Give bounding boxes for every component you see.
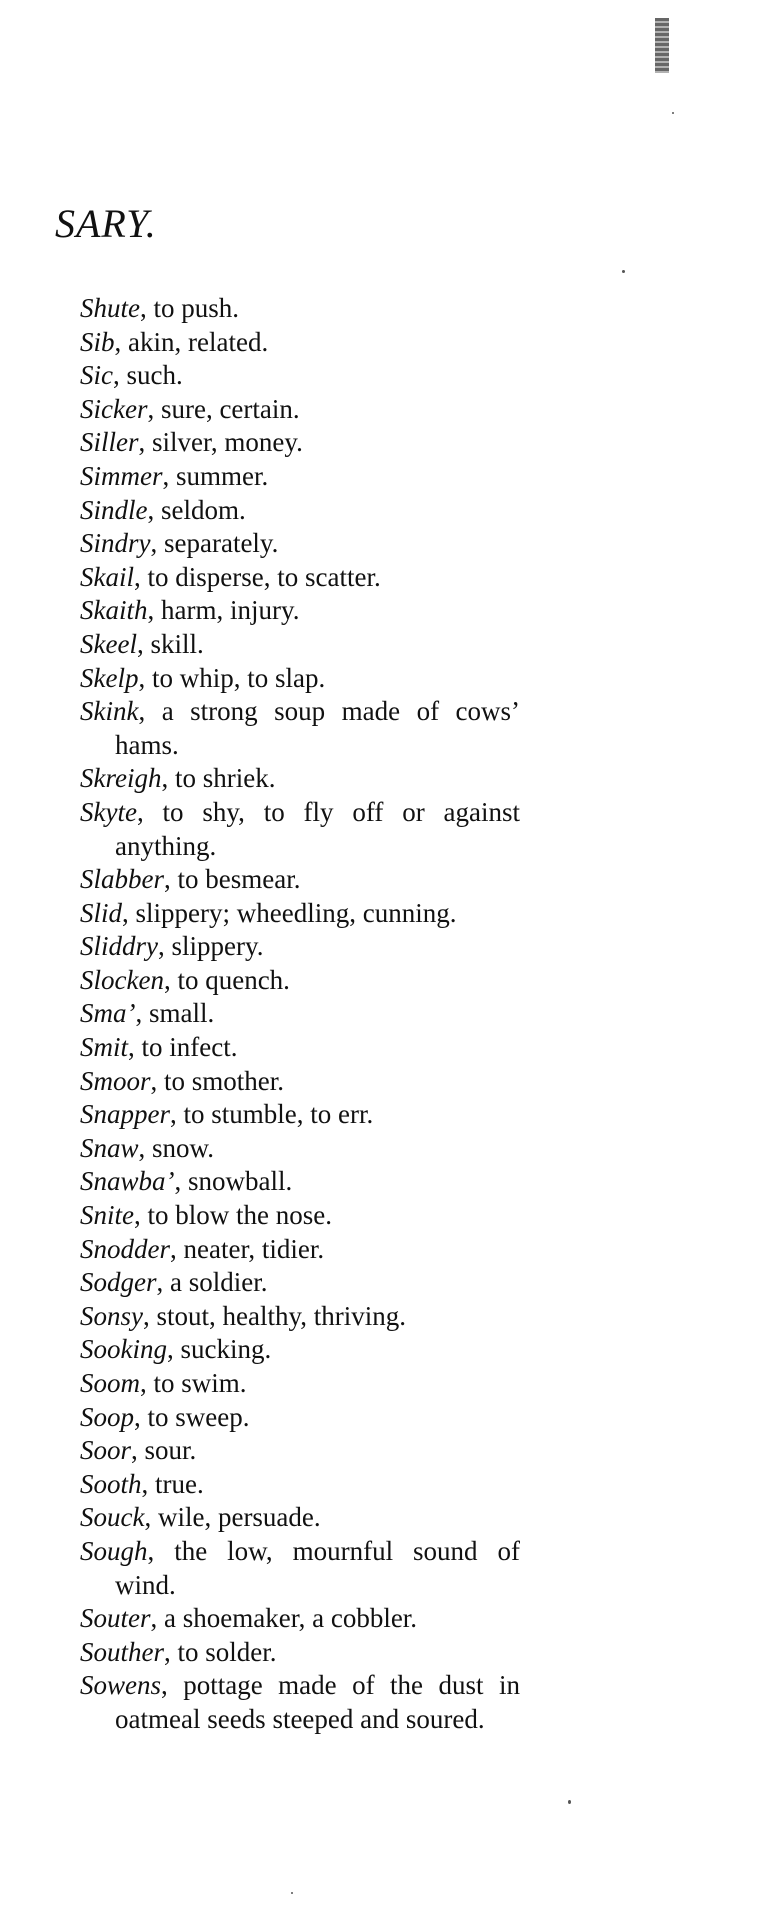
glossary-entry: Shute, to push.	[80, 293, 240, 323]
definition: to infect.	[141, 1032, 238, 1063]
headword: Sowens	[80, 1670, 161, 1701]
headword: Snapper	[80, 1099, 170, 1130]
headword: Sindle	[80, 494, 148, 525]
definition: such.	[126, 360, 183, 391]
headword: Snawba’	[80, 1166, 175, 1197]
glossary-entries	[80, 292, 520, 1737]
glossary-entry: Sough, the low, mournful sound of wind.	[80, 1535, 521, 1600]
headword: Sma’	[80, 998, 136, 1029]
glossary-entry: Smit, to infect.	[80, 1032, 238, 1063]
definition: to quench.	[177, 964, 290, 995]
headword: Skyte	[80, 796, 137, 827]
glossary-entry: Sicker, sure, certain.	[80, 393, 300, 424]
page-heading: SARY.	[55, 201, 157, 246]
headword: Soom	[80, 1368, 140, 1398]
definition: to sweep.	[147, 1401, 250, 1432]
definition: snow.	[152, 1132, 215, 1163]
definition: skill.	[150, 628, 204, 659]
glossary-entry: Skaith, harm, injury.	[80, 595, 300, 626]
glossary-entry: Snodder, neater, tidier.	[80, 1233, 325, 1264]
definition: sucking.	[180, 1334, 272, 1365]
definition: harm, injury.	[161, 595, 300, 626]
glossary-entry: Sonsy, stout, healthy, thriving.	[80, 1300, 406, 1331]
headword: Siller	[80, 427, 139, 458]
definition: to blow the nose.	[147, 1200, 332, 1231]
headword: Sonsy	[80, 1300, 143, 1331]
headword: Snaw	[80, 1132, 139, 1163]
definition: pottage made of the dust in oatmeal seeds steeped and soured.	[115, 1670, 520, 1734]
headword: Soop	[80, 1401, 134, 1432]
headword: Souther	[80, 1636, 164, 1667]
headword: Slid	[80, 897, 123, 928]
headword: Sodger	[80, 1267, 157, 1298]
headword: Sliddry	[80, 931, 158, 962]
definition: silver, money.	[152, 427, 303, 458]
speck	[622, 270, 625, 273]
glossary-entry: Smoor, to smother.	[80, 1065, 285, 1096]
definition: to besmear.	[177, 864, 301, 895]
definition: wile, persuade.	[157, 1502, 321, 1533]
headword: Skaith	[80, 595, 148, 626]
definition: seldom.	[161, 494, 246, 525]
glossary-entry: Snapper, to stumble, to err.	[80, 1099, 374, 1130]
glossary-entry: Sooking, sucking.	[80, 1334, 272, 1365]
glossary-entry: Sindry, separately.	[80, 528, 279, 559]
definition: to shriek.	[174, 763, 276, 794]
glossary-entry: Slabber, to besmear.	[80, 864, 301, 895]
glossary-entry: Sodger, a soldier.	[80, 1267, 268, 1298]
definition: small.	[149, 998, 215, 1029]
glossary-entry: Soop, to sweep.	[80, 1401, 250, 1432]
definition: a shoemaker, a cobbler.	[164, 1603, 418, 1634]
definition: a strong soup made of cows’ hams.	[115, 696, 521, 760]
definition: sure, certain.	[160, 393, 300, 424]
definition: to push.	[153, 293, 240, 323]
headword: Skreigh	[80, 763, 162, 794]
headword: Sough	[80, 1535, 148, 1566]
definition: the low, mournful sound of wind.	[115, 1535, 521, 1600]
headword: Sicker	[80, 393, 148, 424]
headword: Souter	[80, 1603, 151, 1634]
definition: true.	[155, 1468, 204, 1499]
glossary-entry: Skyte, to shy, to fly off or against anything.	[80, 796, 521, 861]
glossary-entry: Souck, wile, persuade.	[80, 1502, 321, 1533]
headword: Sib	[80, 326, 115, 357]
ink-mark	[655, 18, 669, 73]
glossary-entry: Siller, silver, money.	[80, 427, 303, 458]
definition: sour.	[144, 1435, 197, 1466]
speck	[291, 1892, 293, 1894]
glossary-entry: Sib, akin, related.	[80, 326, 269, 357]
headword: Smit	[80, 1032, 129, 1063]
glossary-entry: Snawba’, snowball.	[80, 1166, 293, 1197]
glossary-entry: Sowens, pottage made of the dust in oatmeal seeds steeped and soured.	[80, 1670, 520, 1734]
glossary-entry: Skeel, skill.	[80, 628, 204, 659]
headword: Skeel	[80, 628, 137, 659]
headword: Soor	[80, 1435, 132, 1466]
glossary-entry: Slid, slippery; wheedling, cunning.	[80, 897, 457, 928]
glossary-entry: Skreigh, to shriek.	[80, 763, 276, 794]
headword: Smoor	[80, 1065, 151, 1096]
headword: Souck	[80, 1502, 145, 1533]
definition: to disperse, to scatter.	[147, 561, 381, 592]
headword: Sic	[80, 360, 113, 391]
definition: neater, tidier.	[183, 1233, 325, 1264]
definition: slippery; wheedling, cunning.	[135, 897, 457, 928]
glossary-entry: Sliddry, slippery.	[80, 931, 264, 962]
glossary-entry: Sindle, seldom.	[80, 494, 246, 525]
glossary-entry: Sma’, small.	[80, 998, 215, 1029]
headword: Skelp	[80, 662, 139, 693]
headword: Skink	[80, 696, 139, 727]
glossary-entry: Sic, such.	[80, 360, 183, 391]
definition: to shy, to fly off or against anything.	[115, 796, 521, 861]
glossary-entry: Simmer, summer.	[80, 460, 269, 491]
glossary-entry: Soor, sour.	[80, 1435, 197, 1466]
glossary-entry: Skail, to disperse, to scatter.	[80, 561, 381, 592]
headword: Skail	[80, 561, 134, 592]
headword: Sooth	[80, 1468, 142, 1499]
headword: Slabber	[80, 864, 164, 895]
headword: Snodder	[80, 1233, 170, 1264]
definition: slippery.	[171, 931, 264, 962]
definition: snowball.	[188, 1166, 293, 1197]
definition: to whip, to slap.	[151, 662, 326, 693]
glossary-entry: Snaw, snow.	[80, 1132, 215, 1163]
definition: to swim.	[153, 1368, 247, 1398]
speck	[568, 1800, 571, 1804]
glossary-entry: Slocken, to quench.	[80, 964, 290, 995]
headword: Snite	[80, 1200, 134, 1231]
speck	[672, 112, 674, 114]
glossary-entry: Souther, to solder.	[80, 1636, 277, 1667]
headword: Sooking	[80, 1334, 167, 1365]
definition: stout, healthy, thriving.	[156, 1300, 406, 1331]
headword: Sindry	[80, 528, 151, 559]
headword: Simmer	[80, 460, 163, 491]
glossary-entry: Soom, to swim.	[80, 1368, 247, 1398]
glossary-entry: Skelp, to whip, to slap.	[80, 662, 326, 693]
glossary-entry: Souter, a shoemaker, a cobbler.	[80, 1603, 418, 1634]
definition: summer.	[176, 460, 269, 491]
definition: akin, related.	[128, 326, 269, 357]
glossary-entry: Skink, a strong soup made of cows’ hams.	[80, 696, 521, 760]
definition: to solder.	[177, 1636, 277, 1667]
definition: a soldier.	[170, 1267, 268, 1298]
headword: Slocken	[80, 964, 164, 995]
definition: to stumble, to err.	[183, 1099, 374, 1130]
headword: Shute	[80, 293, 140, 323]
definition: to smother.	[164, 1065, 285, 1096]
definition: separately.	[164, 528, 279, 559]
glossary-entry: Snite, to blow the nose.	[80, 1200, 332, 1231]
glossary-entry: Sooth, true.	[80, 1468, 204, 1499]
